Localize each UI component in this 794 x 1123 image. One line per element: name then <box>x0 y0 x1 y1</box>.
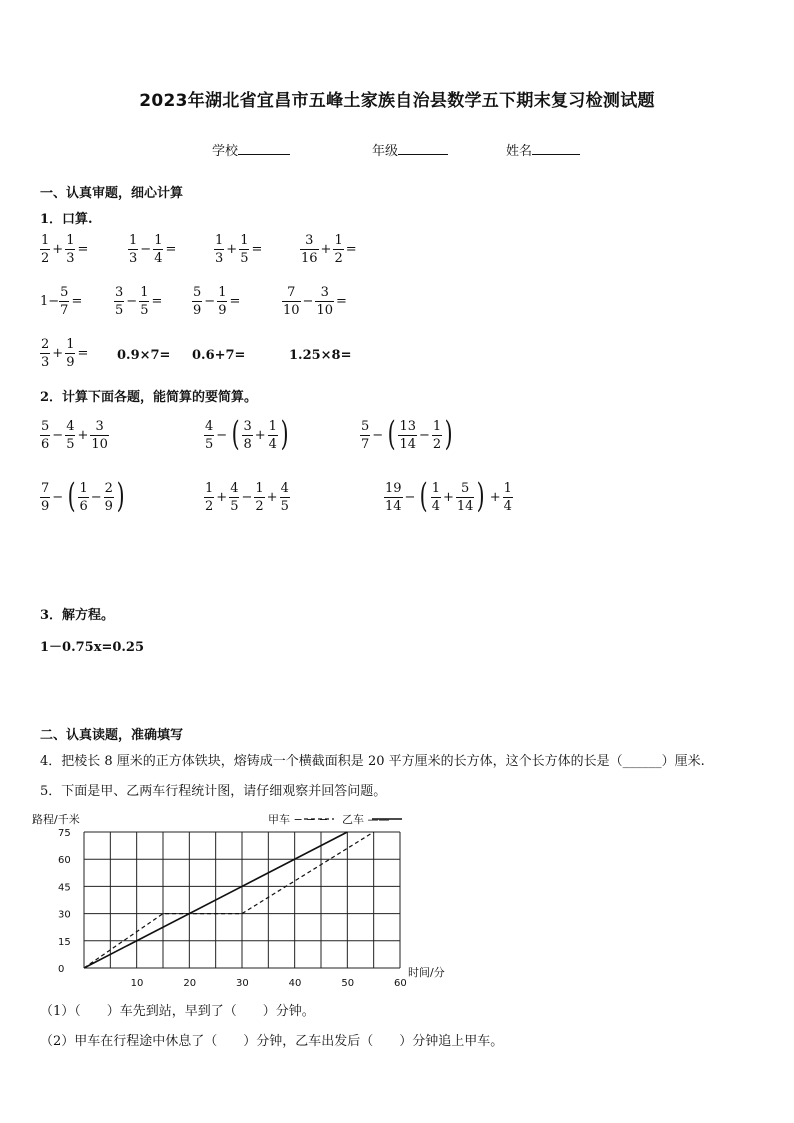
x-tick-label: 10 <box>130 978 144 989</box>
operator: + <box>226 242 238 257</box>
numerator: 7 <box>41 481 50 496</box>
denominator: 10 <box>91 437 108 452</box>
equals-sign: = <box>165 242 177 257</box>
operator: − <box>52 490 64 505</box>
x-tick-label: 40 <box>288 978 302 989</box>
y-tick-label: 60 <box>58 855 71 867</box>
denominator: 5 <box>115 303 124 318</box>
parenthesis: ) <box>116 475 125 516</box>
fraction <box>282 286 301 317</box>
fraction <box>90 420 109 451</box>
equals-sign: = <box>345 242 357 257</box>
grade-label: 年级 <box>372 144 399 159</box>
fraction <box>268 420 278 451</box>
fraction <box>128 234 138 265</box>
numerator: 19 <box>385 481 402 496</box>
numerator: 2 <box>104 481 113 496</box>
denominator: 3 <box>129 251 138 266</box>
numerator: 1 <box>154 233 163 248</box>
numerator: 1 <box>255 481 264 496</box>
fraction <box>204 420 214 451</box>
operator: + <box>320 242 332 257</box>
q1-row3-item1 <box>40 338 90 369</box>
q1-row1-item1 <box>40 234 90 265</box>
denominator: 2 <box>334 251 343 266</box>
numerator: 3 <box>95 419 104 434</box>
q1-row3-item2: 0.9×7= <box>117 348 171 363</box>
q1-row2-item1 <box>40 286 84 317</box>
q1-row1-item2 <box>128 234 178 265</box>
x-tick-label: 30 <box>236 978 249 989</box>
y-tick-label: 0 <box>58 964 65 975</box>
numerator: 1 <box>129 233 138 248</box>
operator: − <box>372 428 384 443</box>
section-1-heading: 一、认真审题，细心计算 <box>40 186 184 201</box>
operator: + <box>52 242 64 257</box>
equals-sign: = <box>336 294 347 309</box>
numerator: 2 <box>41 337 50 352</box>
q1-row2-item2 <box>114 286 164 317</box>
question-5-part-2: （2）甲车在行程途中休息了（ ）分钟，乙车出发后（ ）分钟追上甲车。 <box>40 1034 504 1049</box>
fraction <box>360 420 370 451</box>
denominator: 4 <box>431 499 440 514</box>
fraction <box>333 234 343 265</box>
equals-sign: = <box>251 242 263 257</box>
q2-expr-2 <box>204 413 291 454</box>
fraction <box>242 420 252 451</box>
school-field[interactable] <box>212 140 290 159</box>
numerator: 1 <box>215 233 224 248</box>
series-jia-line <box>84 832 374 968</box>
equals-sign: = <box>229 294 241 309</box>
numerator: 1 <box>66 233 75 248</box>
denominator: 4 <box>503 499 512 514</box>
name-label: 姓名 <box>506 144 533 159</box>
denominator: 5 <box>66 437 75 452</box>
q1-row3-item4: 1.25×8= <box>289 348 352 363</box>
parenthesis: ( <box>387 413 396 454</box>
legend-jia: 甲车 − − − <box>268 813 329 826</box>
grade-blank[interactable] <box>398 142 448 155</box>
denominator: 14 <box>399 437 416 452</box>
question-5-part-1: （1）（ ）车先到站，早到了（ ）分钟。 <box>40 1004 315 1019</box>
question-1: 1．口算. <box>40 212 93 227</box>
denominator: 14 <box>456 499 474 514</box>
fraction <box>40 234 50 265</box>
fraction <box>65 420 75 451</box>
numerator: 1 <box>140 285 149 300</box>
denominator: 10 <box>283 303 300 318</box>
fraction <box>192 286 202 317</box>
numerator: 1 <box>218 285 227 300</box>
fraction <box>229 482 239 513</box>
operator: + <box>443 490 454 505</box>
y-tick-label: 75 <box>58 828 71 839</box>
q2-expr-5 <box>204 482 290 513</box>
numerator: 1 <box>503 481 512 496</box>
q1-row2-item3 <box>192 286 242 317</box>
denominator: 9 <box>104 499 113 514</box>
fraction <box>65 338 75 369</box>
y-tick-label: 45 <box>58 882 71 894</box>
fraction <box>300 234 319 265</box>
fraction <box>40 420 50 451</box>
parenthesis: ( <box>67 475 76 516</box>
fraction <box>503 482 513 513</box>
denominator: 3 <box>215 251 224 266</box>
q1-row2-item4 <box>282 286 349 317</box>
travel-chart <box>30 808 450 996</box>
numerator: 3 <box>115 285 124 300</box>
denominator: 2 <box>41 251 50 266</box>
numerator: 1 <box>334 233 343 248</box>
denominator: 10 <box>316 303 333 318</box>
equals-sign: = <box>151 294 163 309</box>
operator: + <box>254 428 266 443</box>
numerator: 5 <box>361 419 370 434</box>
operator: − <box>52 428 64 443</box>
q2-expr-3 <box>360 413 455 454</box>
numerator: 4 <box>230 481 239 496</box>
operator: + <box>266 490 278 505</box>
fraction <box>384 482 403 513</box>
numerator: 1 <box>268 419 277 434</box>
fraction <box>104 482 114 513</box>
school-label: 学校 <box>212 144 239 159</box>
denominator: 9 <box>193 303 202 318</box>
numerator: 3 <box>243 419 252 434</box>
q1-row1-item3 <box>214 234 264 265</box>
numerator: 4 <box>280 481 289 496</box>
name-blank[interactable] <box>532 142 580 155</box>
numerator: 1 <box>431 481 440 496</box>
fraction <box>40 338 50 369</box>
numerator: 3 <box>305 233 314 248</box>
y-tick-label: 30 <box>58 909 71 921</box>
y-axis-label: 路程/千米 <box>32 813 80 826</box>
fraction <box>217 286 227 317</box>
operator: + <box>489 490 501 505</box>
denominator: 2 <box>255 499 264 514</box>
q2-expr-4 <box>40 475 127 516</box>
fraction <box>239 234 249 265</box>
numerator: 5 <box>41 419 50 434</box>
denominator: 5 <box>240 251 249 266</box>
numerator: 1 <box>205 481 214 496</box>
fraction <box>280 482 290 513</box>
denominator: 14 <box>385 499 402 514</box>
operator: − <box>126 294 138 309</box>
fraction <box>254 482 264 513</box>
fraction <box>114 286 124 317</box>
numerator: 7 <box>287 285 296 300</box>
page-title: 2023年湖北省宜昌市五峰土家族自治县数学五下期末复习检测试题 <box>139 91 655 111</box>
operator: − <box>419 428 430 443</box>
denominator: 5 <box>140 303 149 318</box>
fraction <box>59 286 69 317</box>
school-blank[interactable] <box>238 142 290 155</box>
lead-term: 1− <box>40 294 60 309</box>
denominator: 8 <box>243 437 252 452</box>
fraction <box>139 286 149 317</box>
parenthesis: ) <box>477 475 486 516</box>
numerator: 1 <box>79 481 88 496</box>
denominator: 9 <box>218 303 227 318</box>
equation: 1－0.75x=0.25 <box>40 640 145 655</box>
parenthesis: ( <box>231 413 240 454</box>
fraction <box>153 234 163 265</box>
denominator: 2 <box>205 499 214 514</box>
numerator: 3 <box>320 285 329 300</box>
q1-row1-item4 <box>300 234 359 265</box>
denominator: 3 <box>41 355 50 370</box>
denominator: 9 <box>66 355 75 370</box>
operator: − <box>241 490 253 505</box>
numerator: 5 <box>461 481 470 496</box>
equals-sign: = <box>77 346 89 361</box>
denominator: 7 <box>60 303 69 318</box>
section-2-heading: 二、认真读题，准确填写 <box>40 728 184 743</box>
fraction <box>40 482 50 513</box>
denominator: 9 <box>41 499 50 514</box>
denominator: 4 <box>268 437 277 452</box>
fraction <box>456 482 475 513</box>
q2-expr-6 <box>384 475 513 516</box>
denominator: 4 <box>154 251 163 266</box>
q1-row3-item3: 0.6+7= <box>192 348 246 363</box>
operator: − <box>216 428 228 443</box>
question-3: 3．解方程。 <box>40 608 115 623</box>
denominator: 3 <box>66 251 75 266</box>
numerator: 4 <box>66 419 75 434</box>
question-2: 2．计算下面各题，能简算的要简算。 <box>40 390 258 405</box>
question-4: 4．把棱长 8 厘米的正方体铁块，熔铸成一个横截面积是 20 平方厘米的长方体，这个长方体的长是（______）厘米. <box>40 754 705 769</box>
x-tick-label: 20 <box>183 978 197 989</box>
operator: + <box>216 490 228 505</box>
denominator: 5 <box>205 437 214 452</box>
denominator: 5 <box>230 499 239 514</box>
fraction <box>398 420 417 451</box>
numerator: 5 <box>193 285 202 300</box>
x-tick-label: 50 <box>341 978 355 989</box>
denominator: 2 <box>432 437 442 452</box>
q2-expr-1 <box>40 420 109 451</box>
x-tick-label: 60 <box>394 978 407 989</box>
operator: − <box>404 490 416 505</box>
y-tick-label: 15 <box>58 936 71 948</box>
fraction <box>78 482 88 513</box>
fraction <box>214 234 224 265</box>
denominator: 16 <box>301 251 318 266</box>
operator: − <box>302 294 314 309</box>
fraction <box>315 286 334 317</box>
operator: + <box>77 428 89 443</box>
legend-yi: 乙车 —— <box>342 813 390 826</box>
numerator: 4 <box>205 419 214 434</box>
fraction <box>65 234 75 265</box>
equals-sign: = <box>71 294 83 309</box>
numerator: 13 <box>399 419 416 434</box>
operator: + <box>52 346 64 361</box>
x-axis-label: 时间/分 <box>408 966 445 979</box>
denominator: 5 <box>280 499 289 514</box>
equals-sign: = <box>77 242 89 257</box>
name-field[interactable] <box>506 140 580 159</box>
numerator: 1 <box>41 233 50 248</box>
denominator: 7 <box>361 437 370 452</box>
denominator: 6 <box>79 499 88 514</box>
fraction <box>431 482 441 513</box>
numerator: 1 <box>240 233 249 248</box>
denominator: 6 <box>41 437 50 452</box>
grade-field[interactable] <box>372 140 448 159</box>
operator: − <box>204 294 216 309</box>
parenthesis: ) <box>444 413 453 454</box>
numerator: 1 <box>66 337 75 352</box>
parenthesis: ( <box>420 475 429 516</box>
numerator: 5 <box>60 285 69 300</box>
operator: − <box>140 242 152 257</box>
numerator: 1 <box>432 419 442 434</box>
fraction <box>204 482 214 513</box>
operator: − <box>90 490 102 505</box>
question-5: 5．下面是甲、乙两车行程统计图，请仔细观察并回答问题。 <box>40 784 387 799</box>
fraction <box>432 420 442 451</box>
parenthesis: ) <box>280 413 289 454</box>
